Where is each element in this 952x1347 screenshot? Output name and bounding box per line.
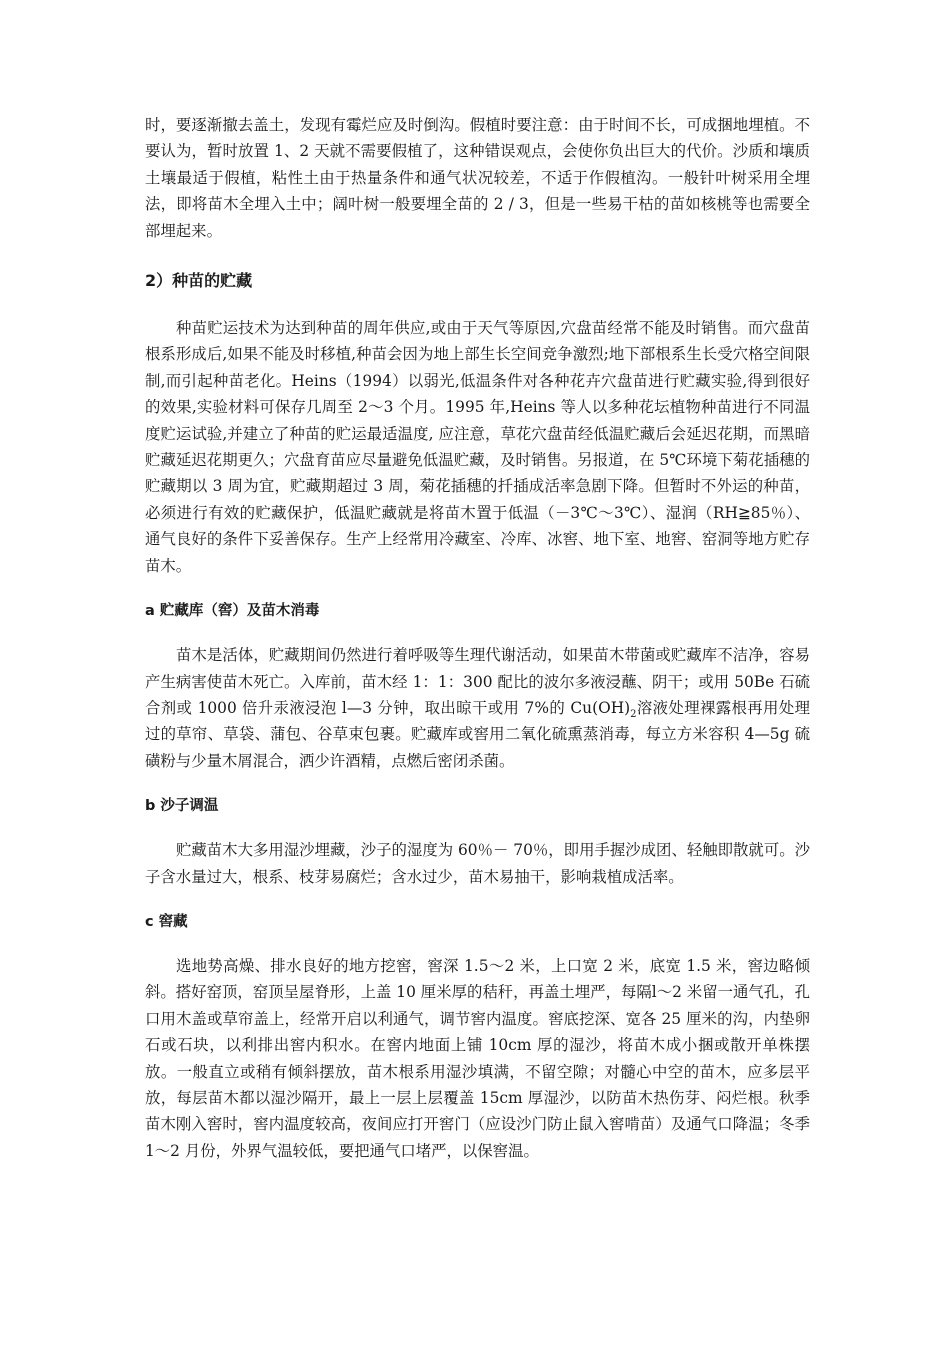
paragraph-storage-disinfection — [145, 642, 810, 774]
paragraph-sand-temperature: 贮藏苗木大多用湿沙埋藏，沙子的湿度为 60％－ 70％，即用手握沙成团、轻触即散就可。沙子含水量过大，根系、枝芽易腐烂；含水过少，苗木易抽干，影响栽植成活率。 — [145, 841, 810, 886]
paragraph-cellar-storage: 选地势高燥、排水良好的地方挖窖，窖深 1.5～2 米，上口宽 2 米，底宽 1.5 米，窖边略倾斜。搭好窑顶，窑顶呈屋脊形，上盖 10 厘米厚的秸秆，再盖土埋严，每隔l～2 米留一通气孔，孔口用木盖或草帘盖上，经常开启以利通气，调节窖内温度。窖底挖深、宽各 25 厘米的沟，内垫卵石或石块，以利排出窖内积水。在窖内地面上铺 10cm 厚的湿沙，将苗木成小捆或散开单株摆放。一般直立或稍有倾斜摆放，苗木根系用湿沙填满，不留空隙；对髓心中空的苗木，应多层平放，每层苗木都以湿沙隔开，最上一层上层覆盖 15cm 厚湿沙，以防苗木热伤芽、闷烂根。秋季苗木刚入窖时，窖内温度较高，夜间应打开窖门（应设沙门防止鼠入窖啃苗）及通气口降温；冬季 1～2 月份，外界气温较低，要把通气口堵严，以保窖温。 — [145, 956, 810, 1160]
subheading-storage-disinfection: a 贮藏库（窖）及苗木消毒 — [145, 603, 320, 620]
chemical-subscript: 2 — [630, 708, 637, 720]
subheading-cellar-storage: c 窖藏 — [145, 913, 188, 930]
section-heading-seedling-storage: 2）种苗的贮藏 — [145, 271, 253, 291]
paragraph-storage-disinfection-part-b: 溶液处理裸露根再用处理过的草帘、草袋、蒲包、谷草束包裹。贮藏库或窖用二氧化硫熏蒸消毒，每立方米容积 4—5g 硫磺粉与少量木屑混合，洒少许酒精，点燃后密闭杀菌。 — [145, 698, 810, 770]
document-body — [145, 112, 810, 1164]
paragraph-storage-disinfection-part-a: 苗木是活体，贮藏期间仍然进行着呼吸等生理代谢活动，如果苗木带菌或贮藏库不洁净，容易产生病害使苗木死亡。入库前，苗木经 1：1：300 配比的波尔多液浸蘸、阴干；或用 50Be 石硫合剂或 1000 倍升汞液浸泡 l—3 分钟，取出晾干或用 7%的 Cu(OH) — [145, 646, 810, 717]
paragraph-seedling-storage: 种苗贮运技术为达到种苗的周年供应,或由于天气等原因,穴盘苗经常不能及时销售。而穴盘苗根系形成后,如果不能及时移植,种苗会因为地上部生长空间竞争激烈;地下部根系生长受穴格空间限制,而引起种苗老化。Heins（1994）以弱光,低温条件对各种花卉穴盘苗进行贮藏实验,得到很好的效果,实验材料可保存几周至 2～3 个月。1995 年,Heins 等人以多种花坛植物种苗进行不同温度贮运试验,并建立了种苗的贮运最适温度, 应注意，草花穴盘苗经低温贮藏后会延迟花期，而黑暗贮藏延迟花期更久；穴盘育苗应尽量避免低温贮藏，及时销售。另报道，在 5℃环境下菊花插穗的贮藏期以 3 周为宜，贮藏期超过 3 周，菊花插穗的扦插成活率急剧下降。但暂时不外运的种苗，必须进行有效的贮藏保护，低温贮藏就是将苗木置于低温（－3℃～3℃）、湿润（RH≧85％）、通气良好的条件下妥善保存。生产上经常用冷藏室、冷库、冰窖、地下室、地窖、窑洞等地方贮存苗木。 — [145, 319, 810, 575]
subheading-sand-temperature: b 沙子调温 — [145, 798, 219, 815]
paragraph-heeling-in: 时，要逐渐撤去盖土，发现有霉烂应及时倒沟。假植时要注意：由于时间不长，可成捆地埋植。不要认为，暂时放置 1、2 天就不需要假植了，这种错误观点，会使你负出巨大的代价。沙质和壤质土壤最适于假植，粘性土由于热量条件和通气状况较差，不适于作假植沟。一般针叶树采用全埋法，即将苗木全埋入土中；阔叶树一般要埋全苗的 2 / 3，但是一些易干枯的苗如核桃等也需要全部埋起来。 — [145, 116, 810, 240]
